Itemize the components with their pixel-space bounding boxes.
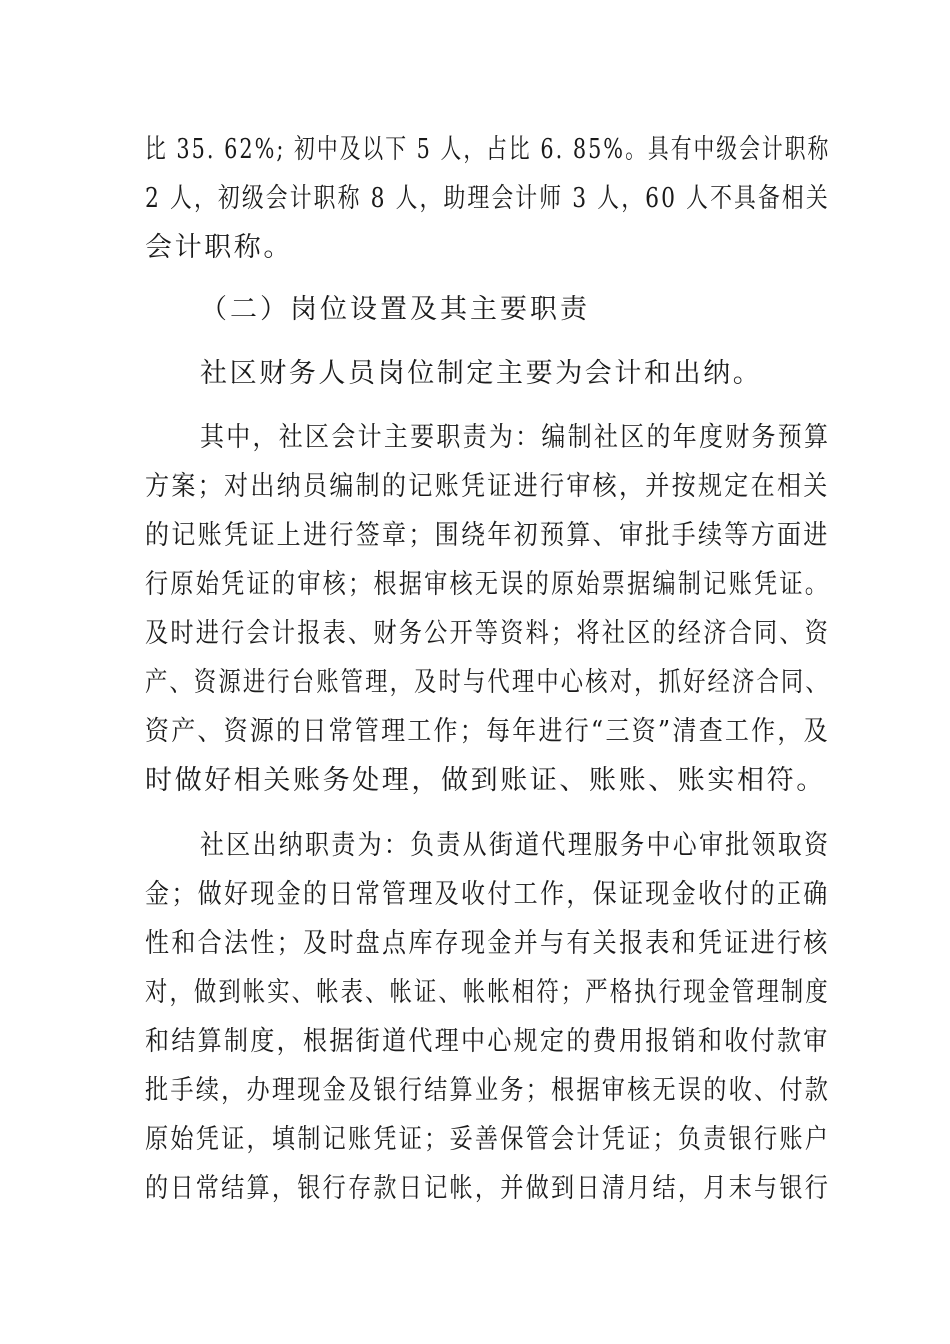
paragraph-4-line-2: 金；做好现金的日常管理及收付工作，保证现金收付的正确 [145,879,830,910]
paragraph-3-line-3: 的记账凭证上进行签章；围绕年初预算、审批手续等方面进 [145,520,830,551]
paragraph-3-line-8: 时做好相关账务处理，做到账证、账账、账实相符。 [145,765,826,796]
paragraph-3-line-4: 行原始凭证的审核；根据审核无误的原始票据编制记账凭证。 [145,569,831,600]
paragraph-4-line-1: 社区出纳职责为：负责从街道代理服务中心审批领取资 [200,830,831,861]
paragraph-4-line-6: 批手续，办理现金及银行结算业务；根据审核无误的收、付款 [145,1075,831,1106]
paragraph-3-line-1: 其中，社区会计主要职责为：编制社区的年度财务预算 [200,422,831,453]
paragraph-4-line-8: 的日常结算，银行存款日记帐，并做到日清月结，月末与银行 [145,1173,831,1204]
paragraph-4-line-7: 原始凭证，填制记账凭证；妥善保管会计凭证；负责银行账户 [145,1124,831,1155]
paragraph-3-line-7: 资产、资源的日常管理工作；每年进行“三资”清查工作，及 [145,716,830,747]
paragraph-1-line-1: 比 35. 62%; 初中及以下 5 人，占比 6. 85%。具有中级会计职称 [145,134,831,165]
section-heading: （二）岗位设置及其主要职责 [200,294,590,325]
paragraph-3-line-6: 产、资源进行台账管理，及时与代理中心核对，抓好经济合同、 [145,667,830,698]
paragraph-3-line-2: 方案；对出纳员编制的记账凭证进行审核，并按规定在相关 [145,471,830,502]
paragraph-4-line-5: 和结算制度，根据街道代理中心规定的费用报销和收付款审 [145,1026,830,1057]
paragraph-1-line-3: 会计职称。 [145,232,293,263]
paragraph-3-line-5: 及时进行会计报表、财务公开等资料；将社区的经济合同、资 [145,618,831,649]
paragraph-4-line-4: 对，做到帐实、帐表、帐证、帐帐相符；严格执行现金管理制度 [145,977,830,1008]
paragraph-1-line-2: 2 人，初级会计职称 8 人，助理会计师 3 人，60 人不具备相关 [145,183,830,214]
paragraph-2-line-1: 社区财务人员岗位制定主要为会计和出纳。 [200,358,763,389]
paragraph-4-line-3: 性和合法性；及时盘点库存现金并与有关报表和凭证进行核 [145,928,830,959]
